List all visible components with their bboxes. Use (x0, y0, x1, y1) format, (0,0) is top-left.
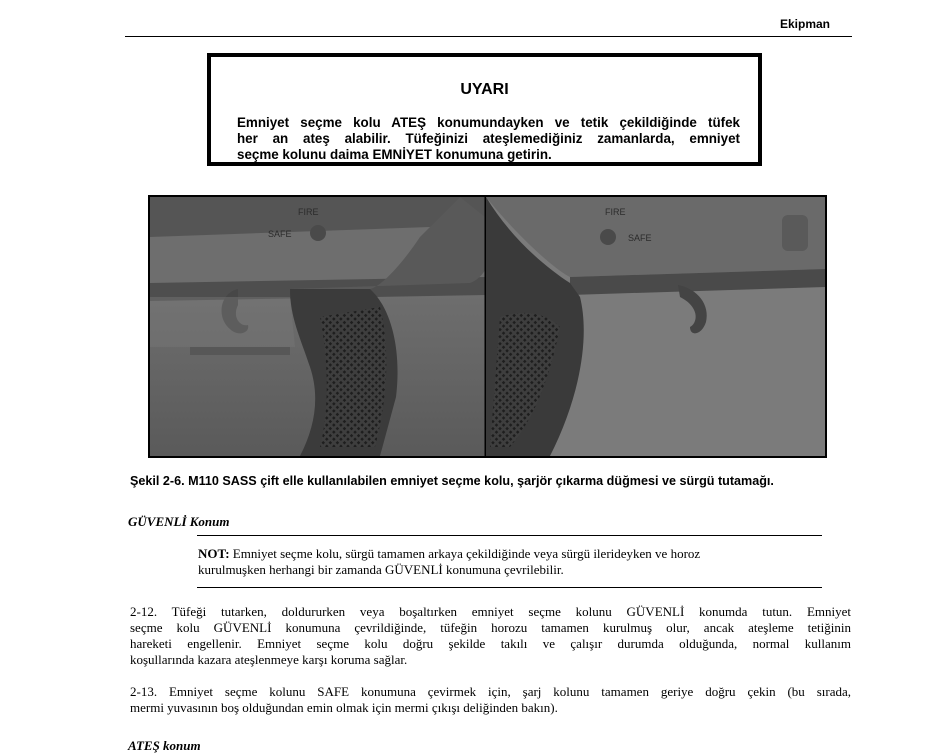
page-header-label: Ekipman (779, 17, 830, 31)
note-block (198, 546, 798, 578)
warning-title: UYARI (460, 81, 509, 98)
note-bottom-rule (197, 587, 822, 588)
right-selector-lever (600, 229, 616, 245)
paragraph-line: hareketi engellenir. Emniyet seçme kolu doğru şekilde takılı ve çalışır durumda olduğunda, normal kullanım (130, 636, 851, 651)
paragraph-line: 2-12. Tüfeği tutarken, doldururken veya boşaltırken emniyet seçme kolunu GÜVENLİ konumda tutun. Emniyet (130, 604, 851, 619)
right-fire-marking: FIRE (605, 207, 626, 217)
magazine-release-button (782, 215, 808, 251)
paragraph-2-12 (130, 604, 851, 668)
paragraph-line: 2-13. Emniyet seçme kolunu SAFE konumuna çevirmek için, şarj kolunu tamamen geriye doğru çekin (bu sırada, (130, 684, 851, 699)
figure-caption: Şekil 2-6. M110 SASS çift elle kullanılabilen emniyet seçme kolu, şarjör çıkarma düğmesi ve sürgü tutamağı. (130, 474, 774, 488)
section-heading: GÜVENLİ Konum (128, 514, 230, 529)
warning-text (237, 115, 740, 163)
right-safe-marking: SAFE (628, 233, 652, 243)
note-top-rule (197, 535, 822, 536)
warning-box (207, 53, 762, 166)
header-rule (125, 36, 852, 37)
note-line-1: Emniyet seçme kolu, sürgü tamamen arkaya çekildiğinde veya sürgü ilerideyken ve horoz (229, 546, 701, 561)
paragraph-line: koşullarında kazara ateşlenmeye karşı koruma sağlar. (130, 652, 408, 667)
note-label: NOT: (198, 546, 230, 561)
paragraph-line: mermi yuvasının boş olduğundan emin olmak için mermi çıkışı deliğinden bakın). (130, 700, 558, 715)
rifle-lower-receiver-photo (148, 195, 827, 458)
warning-line: seçme kolunu daima EMNİYET konumuna getirin. (237, 147, 552, 162)
left-photo (150, 197, 492, 456)
right-photo (486, 197, 825, 456)
left-safe-marking: SAFE (268, 229, 292, 239)
paragraph-line: seçme kolu GÜVENLİ konumuna çevrildiğinde, tüfeğin horozu tamamen kurulmuş olur, ancak ateşleme tetiğinin (130, 620, 851, 635)
warning-line: her an ateş alabilir. Tüfeğinizi ateşlemediğiniz zamanlarda, emniyet (237, 131, 740, 146)
section-heading-fire: ATEŞ konum (128, 738, 201, 753)
note-line-2: kurulmuşken herhangi bir zamanda GÜVENLİ konumuna çevrilebilir. (198, 562, 564, 577)
photo-illustration (150, 197, 825, 456)
left-fire-marking: FIRE (298, 207, 319, 217)
paragraph-2-13 (130, 684, 851, 716)
left-selector-lever (310, 225, 326, 241)
warning-line: Emniyet seçme kolu ATEŞ konumundayken ve tetik çekildiğinde tüfek (237, 115, 740, 130)
